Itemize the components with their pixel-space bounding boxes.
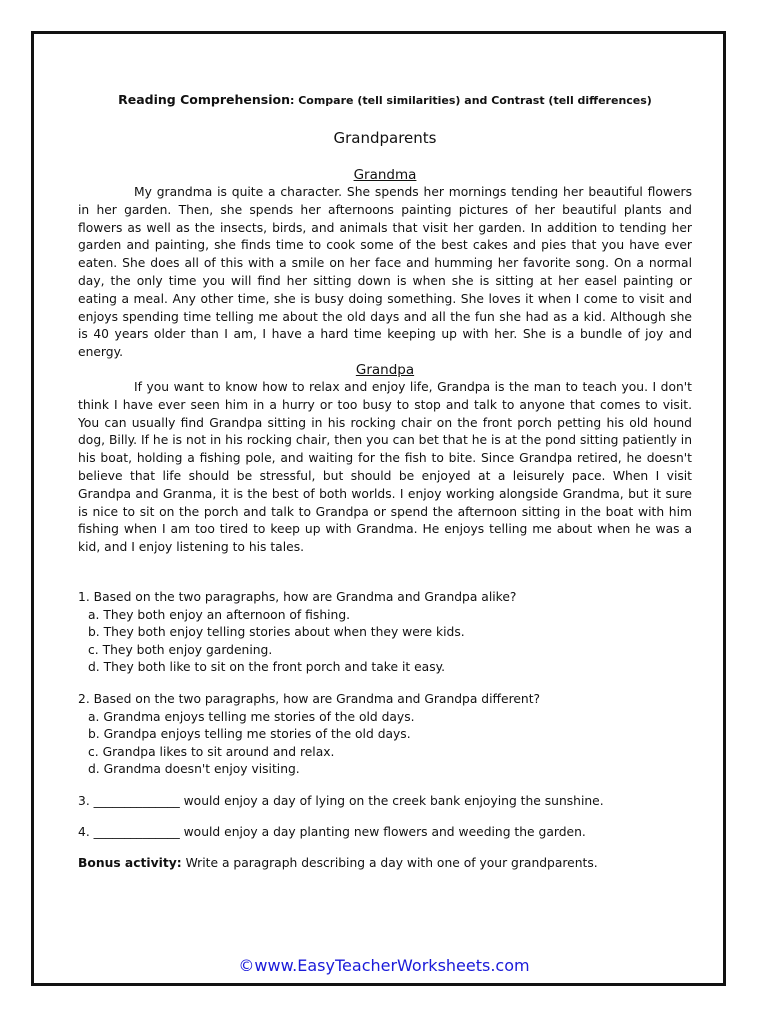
heading-rest: : Compare (tell similarities) and Contrast (tell differences) (289, 94, 652, 107)
worksheet-content (78, 92, 692, 870)
bonus-label: Bonus activity: (78, 856, 182, 871)
question-list (78, 589, 692, 870)
page-title: Grandparents (333, 129, 437, 147)
bonus-text: Write a paragraph describing a day with one of your grandparents. (181, 856, 598, 871)
section-title-grandpa: Grandpa (355, 361, 415, 378)
answer-option[interactable]: c. They both enjoy gardening. (88, 642, 273, 657)
section-title-grandma: Grandma (353, 167, 417, 183)
answer-option[interactable]: d. Grandma doesn't enjoy visiting. (88, 762, 300, 777)
fill-in-question-3[interactable]: 3. ______________ would enjoy a day of lying on the creek bank enjoying the sunshine. (78, 793, 604, 808)
paragraph-grandma: My grandma is quite a character. She spends her mornings tending her beautiful flowers in her garden. Then, she spends her afternoons painting pictures of her beautiful plants and flowers as well as the insects, birds, and animals that visit her garden. In addition to tending her garden and painting, she finds time to cook some of the best cakes and pies that you have ever eaten. She does all of this with a smile on her face and humming her favorite song. On a normal day, the only time you will find her sitting down is when she is sitting at her easel painting or eating a meal. Any other time, she is busy doing something. She loves it when I come to visit and enjoys spending time telling me about the old days and all the fun she had as a kid. Although she is 40 years older than I am, I have a hard time keeping up with her. She is a bundle of joy and energy. (78, 185, 692, 360)
answer-option[interactable]: c. Grandpa likes to sit around and relax. (88, 744, 335, 759)
heading-lead: Reading Comprehension (118, 92, 290, 107)
question-stem: 2. Based on the two paragraphs, how are Grandma and Grandpa different? (78, 691, 541, 706)
answer-option[interactable]: b. They both enjoy telling stories about when they were kids. (88, 625, 465, 640)
question-1 (78, 589, 692, 677)
answer-option[interactable]: a. Grandma enjoys telling me stories of the old days. (88, 709, 415, 724)
paragraph-grandpa: If you want to know how to relax and enjoy life, Grandpa is the man to teach you. I don't think I have ever seen him in a hurry or too busy to stop and talk to anyone that comes to visit. You can usually find Grandpa sitting in his rocking chair on the front porch petting his old hound dog, Billy. If he is not in his rocking chair, then you can bet that he is at the pond sitting patiently in his boat, holding a fishing pole, and waiting for the fish to bite. Since Grandpa retired, he doesn't believe that life should be stressful, but should be enjoyed at a leisurely pace. When I visit Grandpa and Granma, it is the best of both worlds. I enjoy working alongside Grandma, but it sure is nice to sit on the porch and talk to Grandpa or spend the afternoon sitting in the boat with him fishing when I am too tired to keep up with Grandma. He enjoys telling me about when he was a kid, and I enjoy listening to his tales. (78, 379, 692, 555)
question-stem: 1. Based on the two paragraphs, how are Grandma and Grandpa alike? (78, 589, 517, 604)
fill-in-question-4[interactable]: 4. ______________ would enjoy a day planting new flowers and weeding the garden. (78, 825, 586, 840)
answer-option[interactable]: a. They both enjoy an afternoon of fishing. (88, 607, 351, 622)
worksheet-heading (78, 92, 692, 107)
answer-option[interactable]: d. They both like to sit on the front porch and take it easy. (88, 660, 446, 675)
bonus-activity (78, 856, 692, 870)
footer-copyright-link[interactable]: ©www.EasyTeacherWorksheets.com (238, 956, 530, 975)
question-2 (78, 691, 692, 779)
answer-option[interactable]: b. Grandpa enjoys telling me stories of the old days. (88, 727, 411, 742)
